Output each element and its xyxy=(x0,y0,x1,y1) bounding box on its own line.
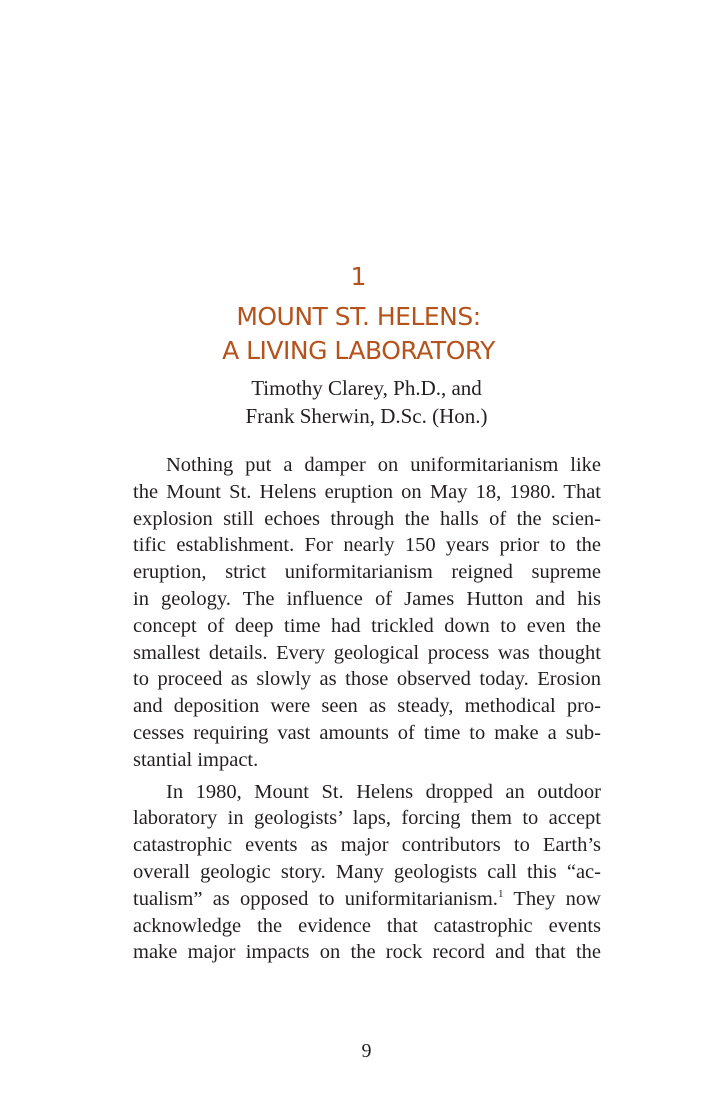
text-line: Nothing put a damper on uniformitarianism like xyxy=(166,454,601,476)
chapter-title-line: A LIVING LABORATORY xyxy=(222,336,495,365)
text-line: acknowledge the evidence that catastrophic events xyxy=(133,914,601,937)
footnote-marker[interactable]: 1 xyxy=(497,887,504,900)
text-line: In 1980, Mount St. Helens dropped an outdoor xyxy=(166,780,601,803)
text-line: make major impacts on the rock record and that the xyxy=(133,941,601,964)
chapter-number: 1 xyxy=(350,262,367,291)
author-line: Timothy Clarey, Ph.D., and xyxy=(251,376,482,400)
text-line: cesses requiring vast amounts of time to make a sub- xyxy=(133,721,601,744)
text-line: in geology. The influence of James Hutton and his xyxy=(133,587,601,610)
text-segment: tualism” as opposed to uniformitarianism. xyxy=(133,887,498,910)
text-line: tific establishment. For nearly 150 years prior to the xyxy=(133,534,601,557)
chapter-body xyxy=(133,452,601,966)
text-line: stantial impact. xyxy=(133,748,259,771)
text-line: smallest details. Every geological process was thought xyxy=(133,641,601,664)
paragraph xyxy=(133,779,601,967)
page-number: 9 xyxy=(361,1040,372,1062)
chapter-title-line: MOUNT ST. HELENS: xyxy=(236,302,481,331)
text-line: eruption, strict uniformitarianism reigned supreme xyxy=(133,561,601,584)
author-line: Frank Sherwin, D.Sc. (Hon.) xyxy=(245,404,488,428)
text-line xyxy=(133,886,601,913)
text-line: concept of deep time had trickled down to even the xyxy=(133,614,601,637)
text-line: overall geologic story. Many geologists call this “ac- xyxy=(133,860,601,883)
text-line: the Mount St. Helens eruption on May 18, 1980. That xyxy=(133,480,601,503)
text-line: and deposition were seen as steady, methodical pro- xyxy=(133,695,601,718)
paragraph xyxy=(133,452,601,774)
text-segment: They now xyxy=(513,887,601,910)
text-line: to proceed as slowly as those observed today. Erosion xyxy=(133,668,601,691)
chapter-title xyxy=(0,300,717,368)
chapter-authors xyxy=(0,374,717,430)
text-line: catastrophic events as major contributors to Earth’s xyxy=(133,834,601,857)
text-line: laboratory in geologists’ laps, forcing them to accept xyxy=(133,807,601,830)
text-line: explosion still echoes through the halls of the scien- xyxy=(133,507,601,530)
